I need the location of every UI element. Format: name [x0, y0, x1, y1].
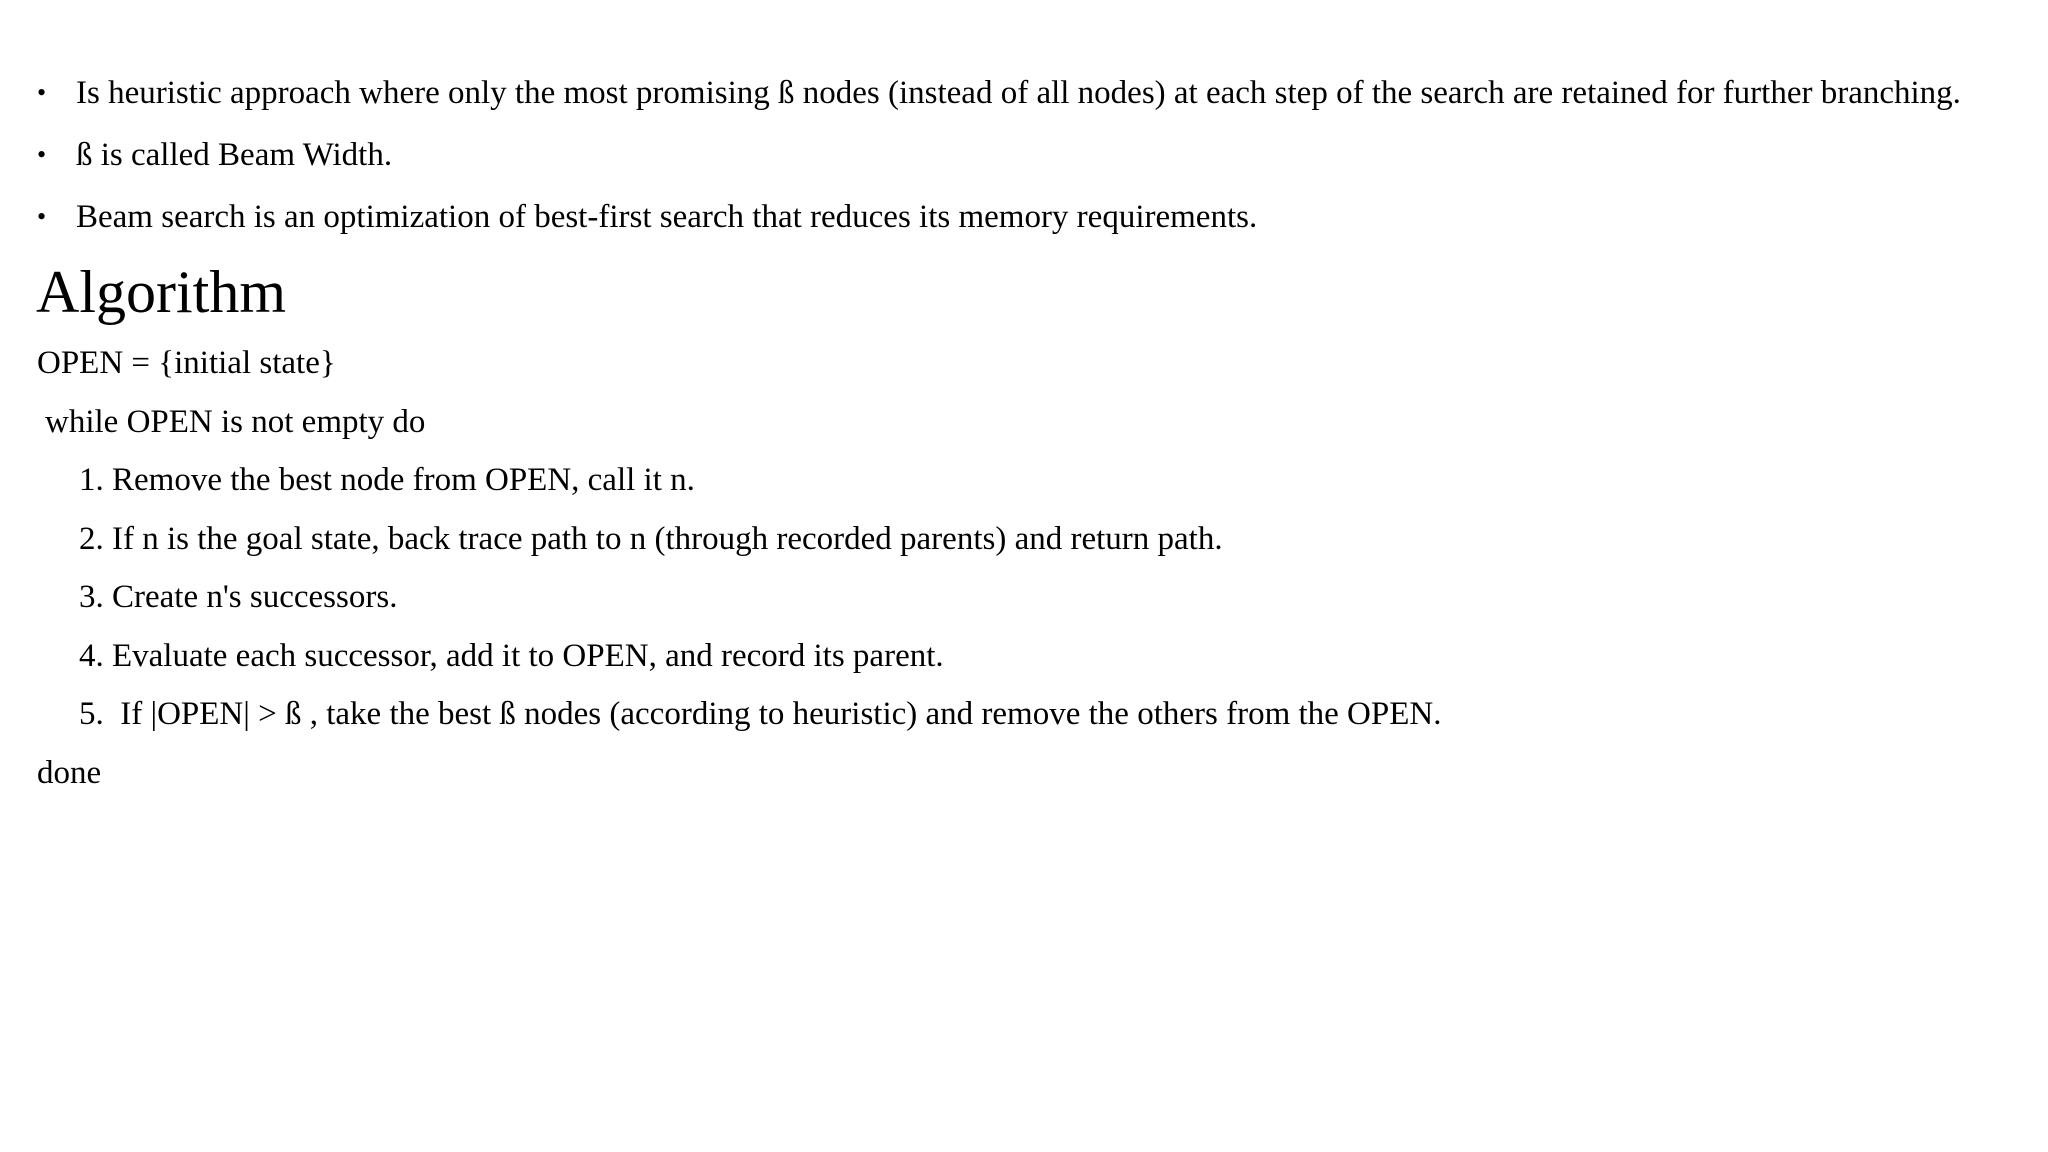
step-number: 1.: [79, 462, 104, 498]
algorithm-step: [79, 576, 397, 618]
algorithm-step: [79, 459, 695, 501]
section-heading: Algorithm: [36, 259, 286, 325]
step-number: 3.: [79, 579, 104, 615]
step-number: 2.: [79, 521, 104, 557]
bullet-item: [37, 134, 1961, 176]
bullet-item: [37, 72, 1961, 114]
algorithm-step: [79, 635, 944, 677]
bullet-list: [37, 72, 1961, 258]
step-number: 5.: [79, 696, 104, 732]
step-text: Remove the best node from OPEN, call it n.: [112, 462, 695, 498]
bullet-text: Is heuristic approach where only the most promising ß nodes (instead of all nodes) at each step of the search are retained for further branching.: [76, 75, 1961, 111]
step-number: 4.: [79, 638, 104, 674]
step-text: Create n's successors.: [112, 579, 398, 615]
step-text: If |OPEN| > ß , take the best ß nodes (according to heuristic) and remove the others from the OPEN.: [112, 696, 1442, 732]
algorithm-end-line: done: [37, 755, 102, 791]
algorithm-step: [79, 518, 1223, 560]
algorithm-loop-line: while OPEN is not empty do: [45, 404, 426, 440]
step-text: Evaluate each successor, add it to OPEN, and record its parent.: [112, 638, 944, 674]
step-text: If n is the goal state, back trace path to n (through recorded parents) and return path.: [112, 521, 1223, 557]
bullet-item: [37, 196, 1961, 238]
bullet-text: ß is called Beam Width.: [76, 137, 393, 173]
bullet-marker: •: [37, 202, 47, 231]
algorithm-step: [79, 693, 1441, 735]
bullet-text: Beam search is an optimization of best-first search that reduces its memory requirements.: [76, 199, 1258, 235]
bullet-marker: •: [37, 78, 47, 107]
algorithm-init-line: OPEN = {initial state}: [37, 345, 336, 381]
bullet-marker: •: [37, 140, 47, 169]
